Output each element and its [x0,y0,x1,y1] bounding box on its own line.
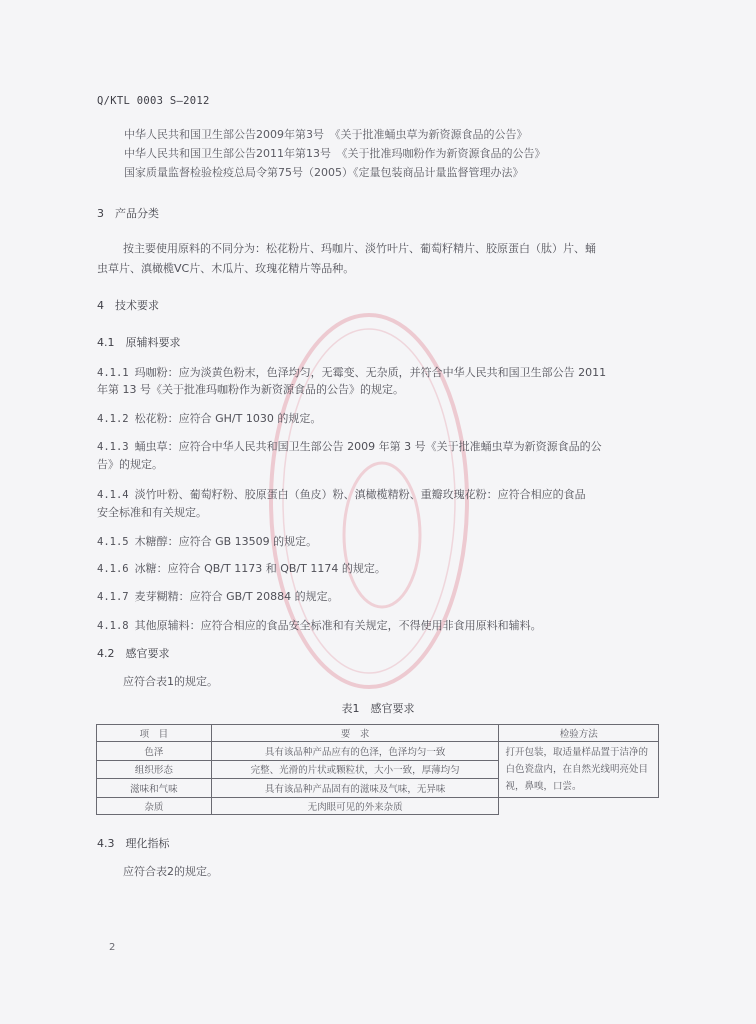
table-header-row [97,725,659,742]
table-cell: 杂质 [97,798,212,815]
table-row [97,798,659,815]
reference-list [124,125,546,182]
table-cell: 具有该品种产品应有的色泽，色泽均匀一致 [211,742,499,761]
clause-text: 麦芽糊精：应符合 GB/T 20884 的规定。 [134,590,339,603]
clause-4-1-5 [97,533,317,549]
clause-text: 木糖醇：应符合 GB 13509 的规定。 [134,535,318,548]
table-header-cell: 检验方法 [499,725,659,742]
page-number: 2 [109,942,116,953]
clause-text: 玛咖粉：应为淡黄色粉末，色泽均匀，无霉变、无杂质，并符合中华人民共和国卫生部公告 2011 [134,366,607,379]
section-4-2-heading: 4.2 感官要求 [97,647,170,660]
table-header-cell: 要 求 [211,725,499,742]
table-cell: 组织形态 [97,760,212,779]
clause-4-1-3 [97,438,602,454]
clause-4-1-2 [97,410,321,426]
section-4-3-text: 应符合表2的规定。 [123,865,218,878]
clause-4-1-1 [97,364,606,380]
inspection-method-cell: 打开包装，取适量样品置于洁净的白色瓷盘内，在自然光线明亮处目视，鼻嗅，口尝。 [499,742,659,798]
sensory-requirements-table [96,724,659,815]
clause-4-1-7 [97,588,339,604]
clause-text: 淡竹叶粉、葡萄籽粉、胶原蛋白（鱼皮）粉、滇橄榄精粉、重瓣玫瑰花粉：应符合相应的食品 [134,488,586,501]
section-3-text-cont: 虫草片、滇橄榄VC片、木瓜片、玫瑰花精片等品种。 [97,262,355,275]
clause-4-1-6 [97,560,386,576]
clause-number: 4.1.1 [97,367,129,379]
table-header-cell: 项 目 [97,725,212,742]
clause-4-1-4-cont: 安全标准和有关规定。 [97,506,207,519]
reference-item: 国家质量监督检验检疫总局令第75号（2005）《定量包装商品计量监督管理办法》 [124,166,524,179]
clause-number: 4.1.3 [97,441,129,453]
section-4-2-text: 应符合表1的规定。 [123,675,218,688]
table-caption: 表1 感官要求 [341,702,415,715]
clause-number: 4.1.7 [97,591,129,603]
section-4-3-heading: 4.3 理化指标 [97,837,170,850]
section-4-heading: 4 技术要求 [97,299,159,312]
clause-text: 蛹虫草：应符合中华人民共和国卫生部公告 2009 年第 3 号《关于批准蛹虫草为新资源食品的公 [134,440,602,453]
clause-number: 4.1.4 [97,489,129,501]
section-3-heading: 3 产品分类 [97,207,159,220]
table-cell: 具有该品种产品固有的滋味及气味，无异味 [211,779,499,798]
document-code: Q/KTL 0003 S—2012 [97,95,210,107]
clause-text: 其他原辅料：应符合相应的食品安全标准和有关规定，不得使用非食用原料和辅料。 [134,619,542,632]
section-4-1-heading: 4.1 原辅料要求 [97,336,181,349]
clause-number: 4.1.2 [97,413,129,425]
clause-number: 4.1.6 [97,563,129,575]
clause-number: 4.1.5 [97,536,129,548]
clause-4-1-4 [97,486,586,502]
reference-item: 中华人民共和国卫生部公告2011年第13号 《关于批准玛咖粉作为新资源食品的公告》 [124,147,546,160]
reference-item: 中华人民共和国卫生部公告2009年第3号 《关于批准蛹虫草为新资源食品的公告》 [124,128,528,141]
table-cell: 滋味和气味 [97,779,212,798]
clause-4-1-3-cont: 告》的规定。 [97,458,163,471]
clause-text: 冰糖：应符合 QB/T 1173 和 QB/T 1174 的规定。 [134,562,386,575]
table-cell: 色泽 [97,742,212,761]
table-cell: 无肉眼可见的外来杂质 [211,798,499,815]
section-3-text: 按主要使用原料的不同分为：松花粉片、玛咖片、淡竹叶片、葡萄籽精片、胶原蛋白（肽）片、蛹 [123,242,596,255]
clause-number: 4.1.8 [97,620,129,632]
clause-4-1-8 [97,617,542,633]
clause-4-1-1-cont: 年第 13 号《关于批准玛咖粉作为新资源食品的公告》的规定。 [97,383,404,396]
table-cell: 完整、光滑的片状或颗粒状，大小一致，厚薄均匀 [211,760,499,779]
clause-text: 松花粉：应符合 GH/T 1030 的规定。 [134,412,322,425]
table-row [97,742,659,761]
